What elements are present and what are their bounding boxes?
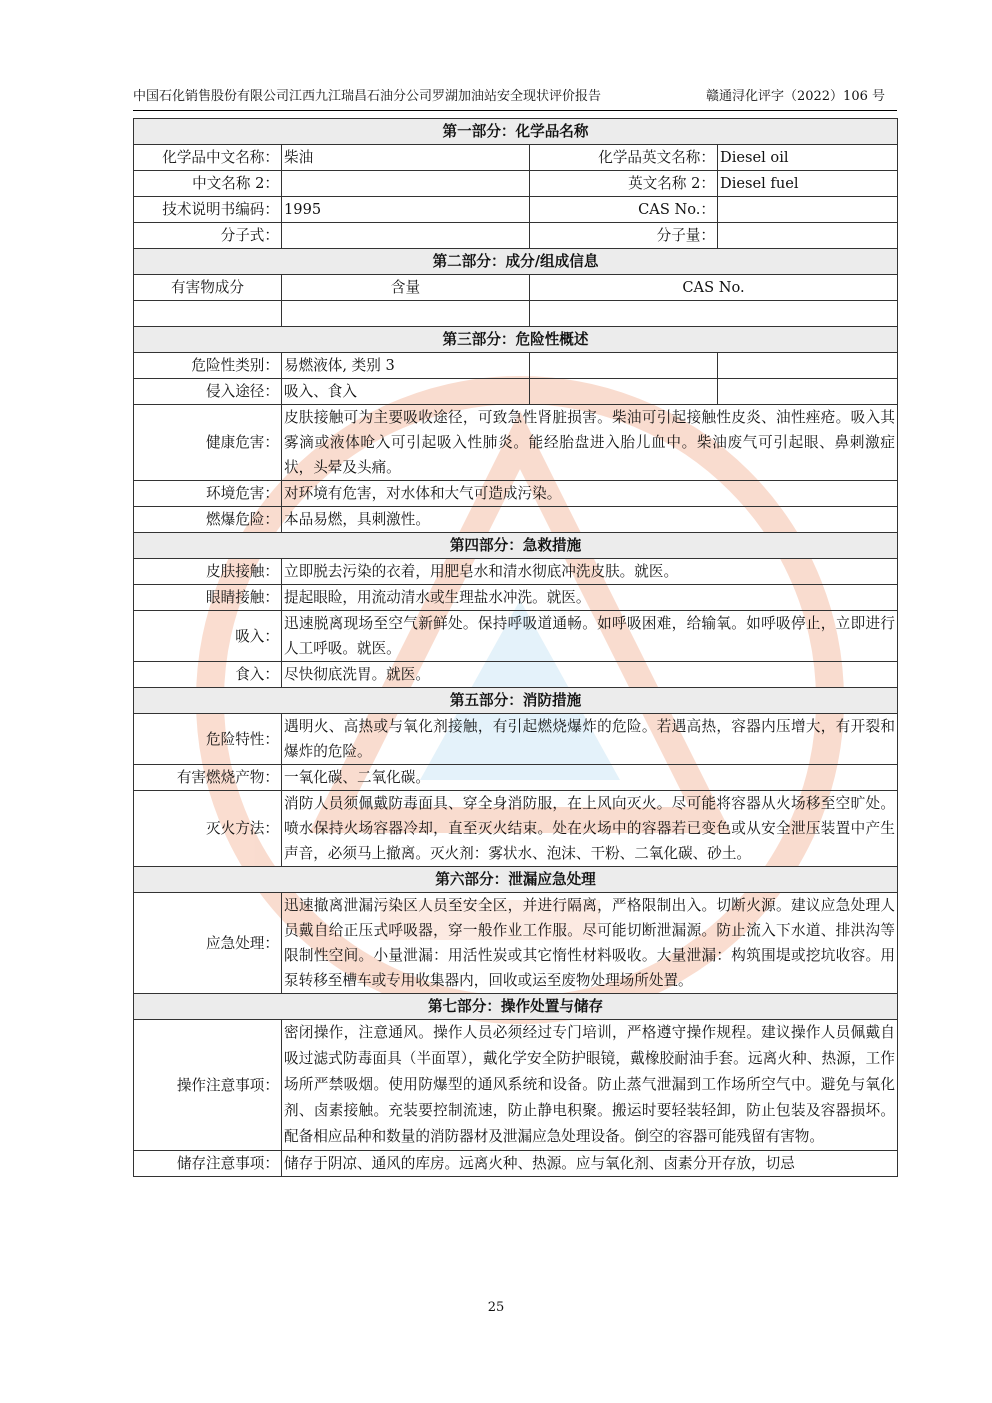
empty-cell [530,353,718,379]
column-header: 有害物成分 [134,275,282,301]
field-label: 化学品中文名称： [134,145,282,171]
empty-cell [718,379,898,405]
field-label: 危险性类别： [134,353,282,379]
empty-cell [718,353,898,379]
fire-value: 本品易燃，具刺激性。 [282,507,898,533]
field-label: 分子量： [530,223,718,249]
inhale-value: 迅速脱离现场至空气新鲜处。保持呼吸道通畅。如呼吸困难，给输氧。如呼吸停止，立即进行人工呼吸。就医。 [282,611,898,662]
field-label: 有害燃烧产物： [134,765,282,791]
skin-value: 立即脱去污染的衣着，用肥皂水和清水彻底冲洗皮肤。就医。 [282,559,898,585]
field-label: 眼睛接触： [134,585,282,611]
section-heading: 第四部分：急救措施 [134,533,898,559]
field-label: CAS No.： [530,197,718,223]
formula-value [282,223,530,249]
storage-value: 储存于阴凉、通风的库房。远离火种、热源。应与氧化剂、卤素分开存放，切忌 [282,1151,898,1177]
section-heading: 第二部分：成分/组成信息 [134,249,898,275]
column-header: 含量 [282,275,530,301]
cn-name-value: 柴油 [282,145,530,171]
env-value: 对环境有危害，对水体和大气可造成污染。 [282,481,898,507]
empty-cell [134,301,282,327]
field-label: 吸入： [134,611,282,662]
document-number: 赣通浔化评字（2022）106 号 [705,89,885,104]
section-heading: 第三部分：危险性概述 [134,327,898,353]
en-name2-value: Diesel fuel [718,171,898,197]
combustion-products-value: 一氧化碳、二氧化碳。 [282,765,898,791]
field-label: 健康危害： [134,405,282,481]
empty-cell [530,379,718,405]
header-rule [133,110,897,111]
en-name-value: Diesel oil [718,145,898,171]
section-heading: 第一部分：化学品名称 [134,119,898,145]
field-label: 应急处理： [134,893,282,994]
eye-value: 提起眼睑，用流动清水或生理盐水冲洗。就医。 [282,585,898,611]
health-value: 皮肤接触可为主要吸收途径，可致急性肾脏损害。柴油可引起接触性皮炎、油性痤疮。吸入其雾滴或液体呛入可引起吸入性肺炎。能经胎盘进入胎儿血中。柴油废气可引起眼、鼻刺激症状，头晕及头痛。 [282,405,898,481]
empty-cell [530,301,898,327]
field-label: 食入： [134,662,282,688]
page-header [133,88,897,106]
empty-cell [282,301,530,327]
section-heading: 第七部分：操作处置与储存 [134,994,898,1020]
field-label: 皮肤接触： [134,559,282,585]
handling-value: 密闭操作，注意通风。操作人员必须经过专门培训，严格遵守操作规程。建议操作人员佩戴自吸过滤式防毒面具（半面罩），戴化学安全防护眼镜，戴橡胶耐油手套。远离火种、热源，工作场所严禁吸烟。使用防爆型的通风系统和设备。防止蒸气泄漏到工作场所空气中。避免与氧化剂、卤素接触。充装要控制流速，防止静电积聚。搬运时要轻装轻卸，防止包装及容器损坏。配备相应品种和数量的消防器材及泄漏应急处理设备。倒空的容器可能残留有害物。 [282,1020,898,1151]
extinguish-method-value: 消防人员须佩戴防毒面具、穿全身消防服，在上风向灭火。尽可能将容器从火场移至空旷处。喷水保持火场容器冷却，直至灭火结束。处在火场中的容器若已变色或从安全泄压装置中产生声音，必须马上撤离。灭火剂：雾状水、泡沫、干粉、二氧化碳、砂土。 [282,791,898,867]
cn-name2-value [282,171,530,197]
field-label: 侵入途径： [134,379,282,405]
msds-table [133,118,898,1177]
mw-value [718,223,898,249]
field-label: 燃爆危险： [134,507,282,533]
cas-value [718,197,898,223]
field-label: 环境危害： [134,481,282,507]
page-number: 25 [487,1300,505,1315]
route-value: 吸入、食入 [282,379,530,405]
section-heading: 第五部分：消防措施 [134,688,898,714]
field-label: 中文名称 2： [134,171,282,197]
hazard-class-value: 易燃液体, 类别 3 [282,353,530,379]
field-label: 储存注意事项： [134,1151,282,1177]
field-label: 化学品英文名称： [530,145,718,171]
column-header: CAS No. [530,275,898,301]
field-label: 技术说明书编码： [134,197,282,223]
emergency-value: 迅速撤离泄漏污染区人员至安全区，并进行隔离，严格限制出入。切断火源。建议应急处理人员戴自给正压式呼吸器，穿一般作业工作服。尽可能切断泄漏源。防止流入下水道、排洪沟等限制性空间。小量泄漏：用活性炭或其它惰性材料吸收。大量泄漏：构筑围堤或挖坑收容。用泵转移至槽车或专用收集器内，回收或运至废物处理场所处置。 [282,893,898,994]
section-heading: 第六部分：泄漏应急处理 [134,867,898,893]
report-title: 中国石化销售股份有限公司江西九江瑞昌石油分公司罗湖加油站安全现状评价报告 [133,89,602,104]
field-label: 操作注意事项： [134,1020,282,1151]
field-label: 英文名称 2： [530,171,718,197]
field-label: 分子式： [134,223,282,249]
field-label: 危险特性： [134,714,282,765]
fire-hazard-value: 遇明火、高热或与氧化剂接触，有引起燃烧爆炸的危险。若遇高热，容器内压增大，有开裂和爆炸的危险。 [282,714,898,765]
field-label: 灭火方法： [134,791,282,867]
spec-no-value: 1995 [282,197,530,223]
ingest-value: 尽快彻底洗胃。就医。 [282,662,898,688]
